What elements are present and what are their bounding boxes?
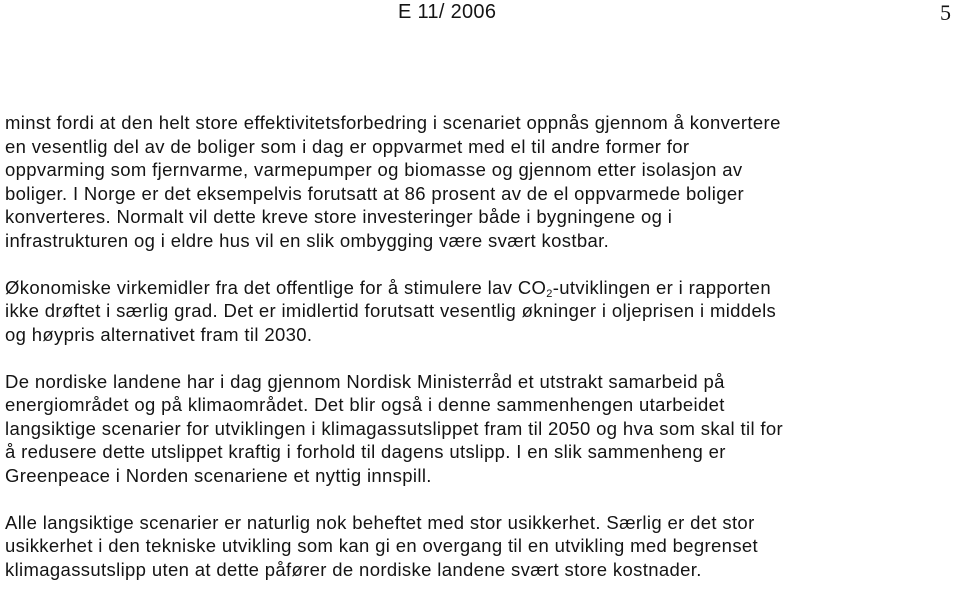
text-line: oppvarming som fjernvarme, varmepumper og biomasse og gjennom etter isolasjon av: [5, 159, 743, 180]
text-line: klimagassutslipp uten at dette påfører de nordiske landene svært store kostnader.: [5, 558, 702, 580]
paragraph-nordic-cooperation: [5, 370, 957, 488]
page-number: 5: [940, 0, 951, 25]
subscript: 2: [546, 287, 553, 300]
text-line: langsiktige scenarier for utviklingen i klimagassutslippet fram til 2050 og hva som skal til for: [5, 417, 784, 439]
paragraph-economic-instruments: [5, 276, 957, 347]
paragraph-conversion: [5, 111, 957, 252]
text-fragment: Økonomiske virkemidler fra det offentlige for å stimulere lav CO: [5, 276, 547, 298]
text-line: minst fordi at den helt store effektivitetsforbedring i scenariet oppnås gjennom å konvertere: [5, 112, 781, 133]
text-fragment: -utviklingen er i rapporten: [552, 276, 771, 298]
text-line: Alle langsiktige scenarier er naturlig nok beheftet med stor usikkerhet. Særlig er det stor: [5, 511, 755, 533]
text-line: Greenpeace i Norden scenariene et nyttig innspill.: [5, 464, 432, 486]
document-body: [5, 111, 957, 581]
text-line: infrastrukturen og i eldre hus vil en slik ombygging være svært kostbar.: [5, 229, 610, 251]
text-line: boliger. I Norge er det eksempelvis forutsatt at 86 prosent av de el oppvarmede boliger: [5, 182, 744, 204]
text-line: De nordiske landene har i dag gjennom Nordisk Ministerråd et utstrakt samarbeid på: [5, 370, 725, 392]
text-line: å redusere dette utslippet kraftig i forhold til dagens utslipp. I en slik sammenheng er: [5, 441, 726, 462]
page-header-title: E 11/ 2006: [398, 1, 497, 23]
text-line: ikke drøftet i særlig grad. Det er imidlertid forutsatt vesentlig økninger i oljeprisen i middels: [5, 300, 777, 321]
text-line: [5, 276, 957, 300]
text-line: en vesentlig del av de boliger som i dag er oppvarmet med el til andre former for: [5, 135, 690, 157]
paragraph-uncertainty: [5, 511, 957, 582]
text-line: og høypris alternativet fram til 2030.: [5, 323, 313, 345]
text-line: energiområdet og på klimaområdet. Det blir også i denne sammenhengen utarbeidet: [5, 394, 725, 415]
text-line: konverteres. Normalt vil dette kreve store investeringer både i bygningene og i: [5, 206, 673, 227]
text-line: usikkerhet i den tekniske utvikling som kan gi en overgang til en utvikling med begrenset: [5, 535, 759, 556]
